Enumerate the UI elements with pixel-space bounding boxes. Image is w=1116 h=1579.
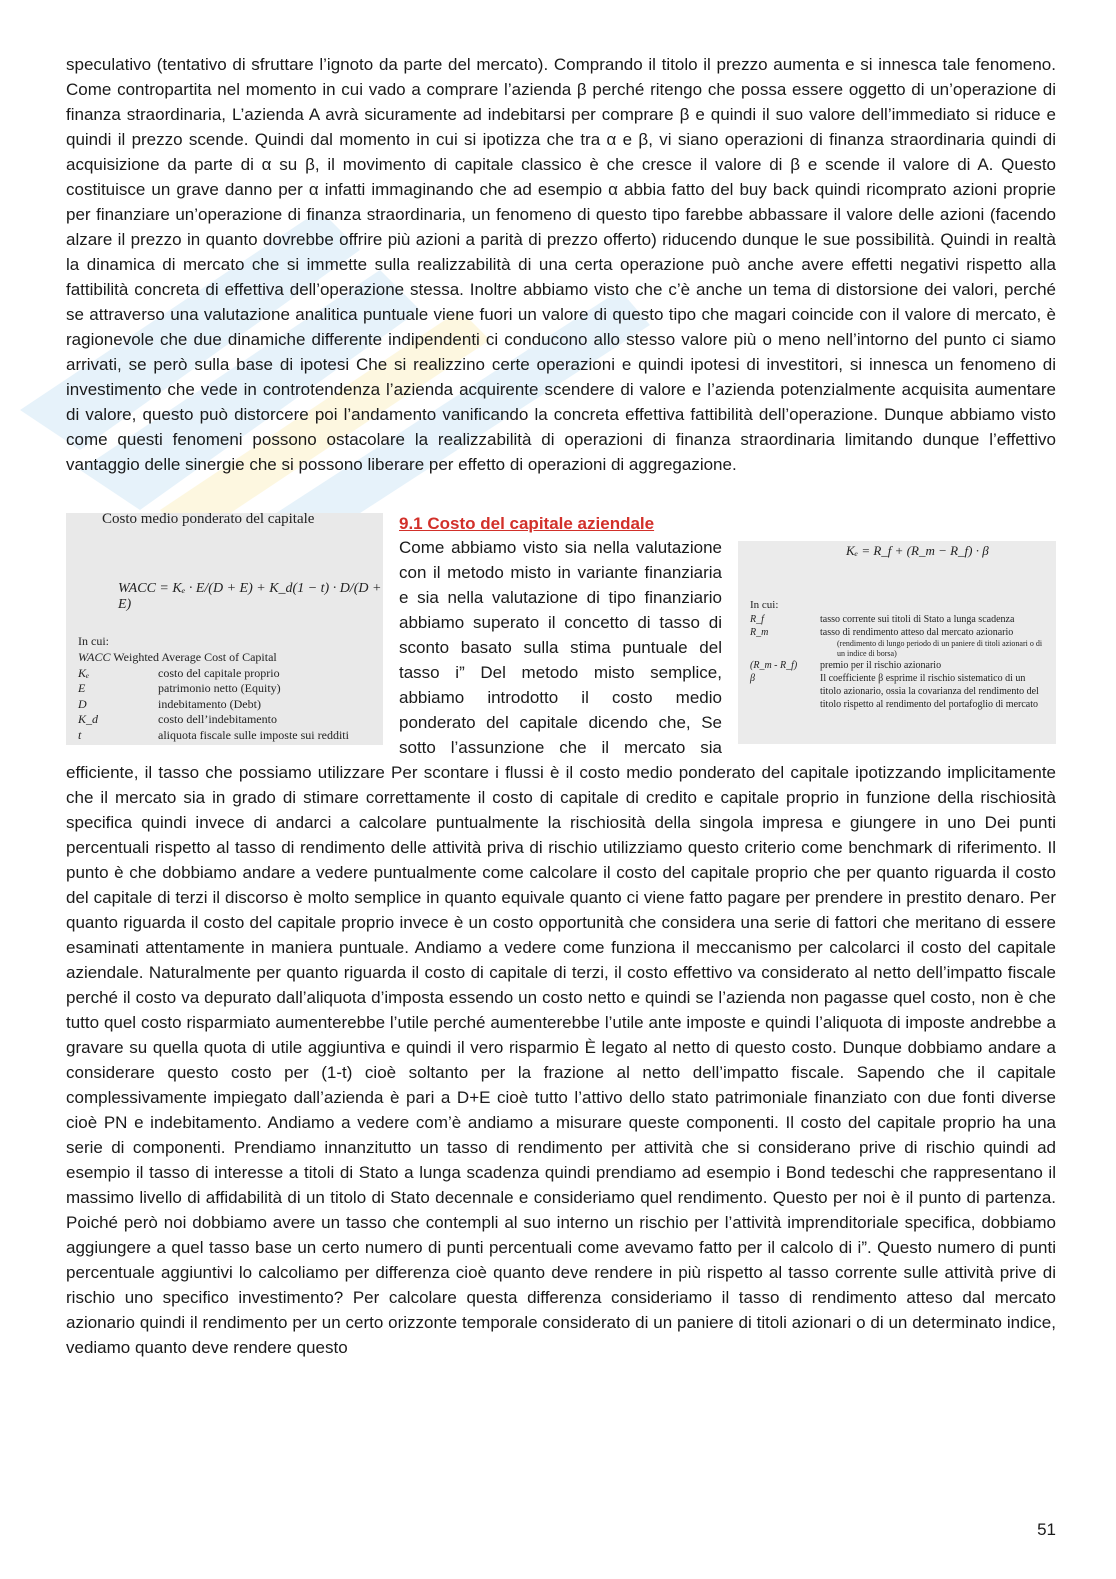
capm-formula-figure — [738, 541, 1056, 744]
capm-legend-row: (rendimento di lungo periodo di un paniere di titoli azionari o di un indice di borsa) — [837, 639, 1043, 658]
wacc-legend-row: Kₑ costo del capitale proprio — [78, 665, 280, 680]
paragraph-cost-of-capital-text: Come abbiamo visto sia nella valutazione con il metodo misto in variante finanziaria e sia nella valutazione di tipo finanziario abbiamo superato il concetto di tasso di sconto basato sulla stima puntuale del tasso i” Del metodo misto semplice, abbiamo introdotto il costo medio ponderato del capitale dicendo che, Se sotto l’assunzione che il mercato sia efficiente, il tasso che possiamo utilizzare Per scontare i flussi è il costo medio ponderato del capitale ipotizzando implicitamente che il mercato sia in grado di stimare correttamente il costo di capitale di credito e capitale proprio in funzione della rischiosità specifica quindi invece di andarci a calcolare puntualmente la rischiosità della singola impresa e giungere in uno Dei punti percentuali rispetto al tasso di rendimento delle attività priva di rischio utilizziamo questo criterio come benchmark di riferimento. Il punto è che dobbiamo andare a vedere puntualmente come calcolare il costo del capitale proprio che per quanto riguarda il costo del capitale di terzi il discorso è molto semplice in quanto equivale quanto ci viene fatto pagare per prendere in prestito denaro. Per quanto riguarda il costo del capitale proprio invece è un costo opportunità che considera una serie di fattori che meritano di essere esaminati attentamente in maniera puntuale. Andiamo a vedere come funziona il meccanismo per calcolarci il costo del capitale aziendale. Naturalmente per quanto riguarda il costo di capitale di terzi, il costo effettivo va considerato al netto dell’impatto fiscale perché il costo va depurato dall’aliquota d’imposta essendo un costo netto e quindi se l’azienda non pagasse quel costo, non è che tutto quel costo risparmiato aumenterebbe l’utile perché aumenterebbe l’utile ante imposte e quindi l’aliquota di imposte andrebbe a gravare su quella quota di utile aggiuntiva e quindi il vero risparmio È legato al netto di questo costo. Dunque dobbiamo andare a considerare questo costo per (1-t) cioè soltanto per la frazione al netto dell’impatto fiscale. Sapendo che il capitale complessivamente impiegato dall’azienda è pari a D+E cioè tutto l’attivo dello stato patrimoniale finanziato con due fonti diverse cioè PN e indebitamento. Andiamo a vedere com’è andiamo a misurare queste componenti. Il costo del capitale proprio ha una serie di componenti. Prendiamo innanzitutto un tasso di rendimento per attività che si considerano prive di rischio quindi ad esempio il tasso di interesse a titoli di Stato a lunga scadenza quindi prendiamo ad esempio i Bond tedeschi che rappresentano il massimo livello di affidabilità di un titolo di Stato decennale e consideriamo quel rendimento. Questo per noi è il punto di partenza. Poiché però noi dobbiamo avere un tasso che contempli al suo interno un rischio per l’attività imprenditoriale specifica, dobbiamo aggiungere a quel tasso base un certo numero di punti percentuali come avevamo fatto per il calcolo di i”. Questo numero di punti percentuale aggiuntivi lo calcoliamo per differenza cioè quanto deve rendere in più rispetto al tasso corrente sulle attività prive di rischio uno specifico investimento? Per calcolare questa differenza consideriamo il tasso di rendimento atteso dal mercato azionario quindi il rendimento per un certo orizzonte temporale considerato di un paniere di titoli azionari o di un determinato indice, vediamo quanto deve rendere questo — [66, 538, 1056, 1357]
page-number: 51 — [1037, 1520, 1056, 1539]
wacc-legend-row: K_d costo dell’indebitamento — [78, 712, 277, 726]
section-heading: 9.1 Costo del capitale aziendale — [399, 514, 655, 533]
wacc-legend-row: E patrimonio netto (Equity) — [78, 681, 281, 695]
wacc-legend-row: D indebitamento (Debt) — [78, 696, 261, 711]
capm-legend-row: (R_m - R_f) premio per il rischio azionario — [750, 660, 942, 671]
wacc-formula-figure — [66, 513, 383, 745]
capm-legend-row: R_f tasso corrente sui titoli di Stato a lunga scadenza — [750, 614, 1015, 625]
page-content — [66, 52, 1056, 1360]
wacc-figure-title: Costo medio ponderato del capitale — [102, 511, 315, 527]
capm-legend-row: R_m tasso di rendimento atteso dal mercato azionario — [750, 627, 1014, 638]
wacc-legend-intro: In cui: — [78, 634, 109, 648]
capm-legend — [750, 613, 1050, 711]
wacc-legend-row: t aliquota fiscale sulle imposte sui redditi — [78, 727, 349, 742]
wacc-formula: WACC = Kₑ · E/(D + E) + K_d(1 − t) · D/(D + E) — [118, 581, 382, 612]
wacc-legend-row: WACC Weighted Average Cost of Capital — [78, 650, 277, 664]
capm-legend-row: β Il coefficiente β esprime il rischio sistematico di un titolo azionario, ossia la covarianza del rendimento del titolo rispetto al rendimento del portafoglio di mercato — [750, 673, 1039, 710]
paragraph-speculative: speculativo (tentativo di sfruttare l’ignoto da parte del mercato). Comprando il titolo il prezzo aumenta e si innesca tale fenomeno. Come contropartita nel momento in cui vado a comprare l’azienda β perché ritengo che possa essere oggetto di un’operazione di finanza straordinaria, L’azienda A avrà sicuramente ad indebitarsi per comprare β e quindi il suo valore dell’immediato si riduce e quindi il prezzo scende. Quindi dal momento in cui si ipotizza che tra α e β, vi siano operazioni di finanza straordinaria quindi di acquisizione da parte di α su β, il movimento di capitale classico è che cresce il valore di β e scende il valore di A. Questo costituisce un grave danno per α infatti immaginando che ad esempio α abbia fatto del buy back quindi ricomprato azioni proprie per finanziare un’operazione di finanza straordinaria, un fenomeno di questo tipo farebbe abbassare il valore delle azioni (facendo alzare il prezzo in quanto dovrebbe offrire più azioni a parità di prezzo offerto) riducendo dunque le sue possibilità. Quindi in realtà la dinamica di mercato che si immette sulla realizzabilità di una certa operazione può anche avere effetti negativi rispetto alla fattibilità concreta di effettiva dell’operazione stessa. Inoltre abbiamo visto che c’è anche un tema di distorsione dei valori, perché se attraverso una valutazione analitica puntuale viene fuori un valore di questo tipo che magari coincide con il valore di mercato, è ragionevole che due dinamiche differente indipendenti ci conducono allo stesso valore più o meno nell’intorno del punto ci siamo arrivati, se però sulla base di ipotesi Che si realizzino certe operazioni e quindi ipotesi di investitori, si innesca un fenomeno di investimento che vede in controtendenza l’azienda acquirente scendere di valore e l’azienda potenzialmente acquisita aumentare di valore, questo può distorcere poi l’andamento vanificando la concreta effettiva fattibilità dell’operazione. Dunque abbiamo visto come questi fenomeni possono ostacolare la realizzabilità di operazioni di finanza straordinaria limitando dunque l’effettivo vantaggio delle sinergie che si possono liberare per effetto di operazioni di aggregazione. — [66, 55, 1056, 474]
wacc-legend — [78, 650, 349, 743]
capm-formula: Kₑ = R_f + (R_m − R_f) · β — [846, 543, 989, 558]
capm-legend-intro: In cui: — [750, 599, 779, 611]
